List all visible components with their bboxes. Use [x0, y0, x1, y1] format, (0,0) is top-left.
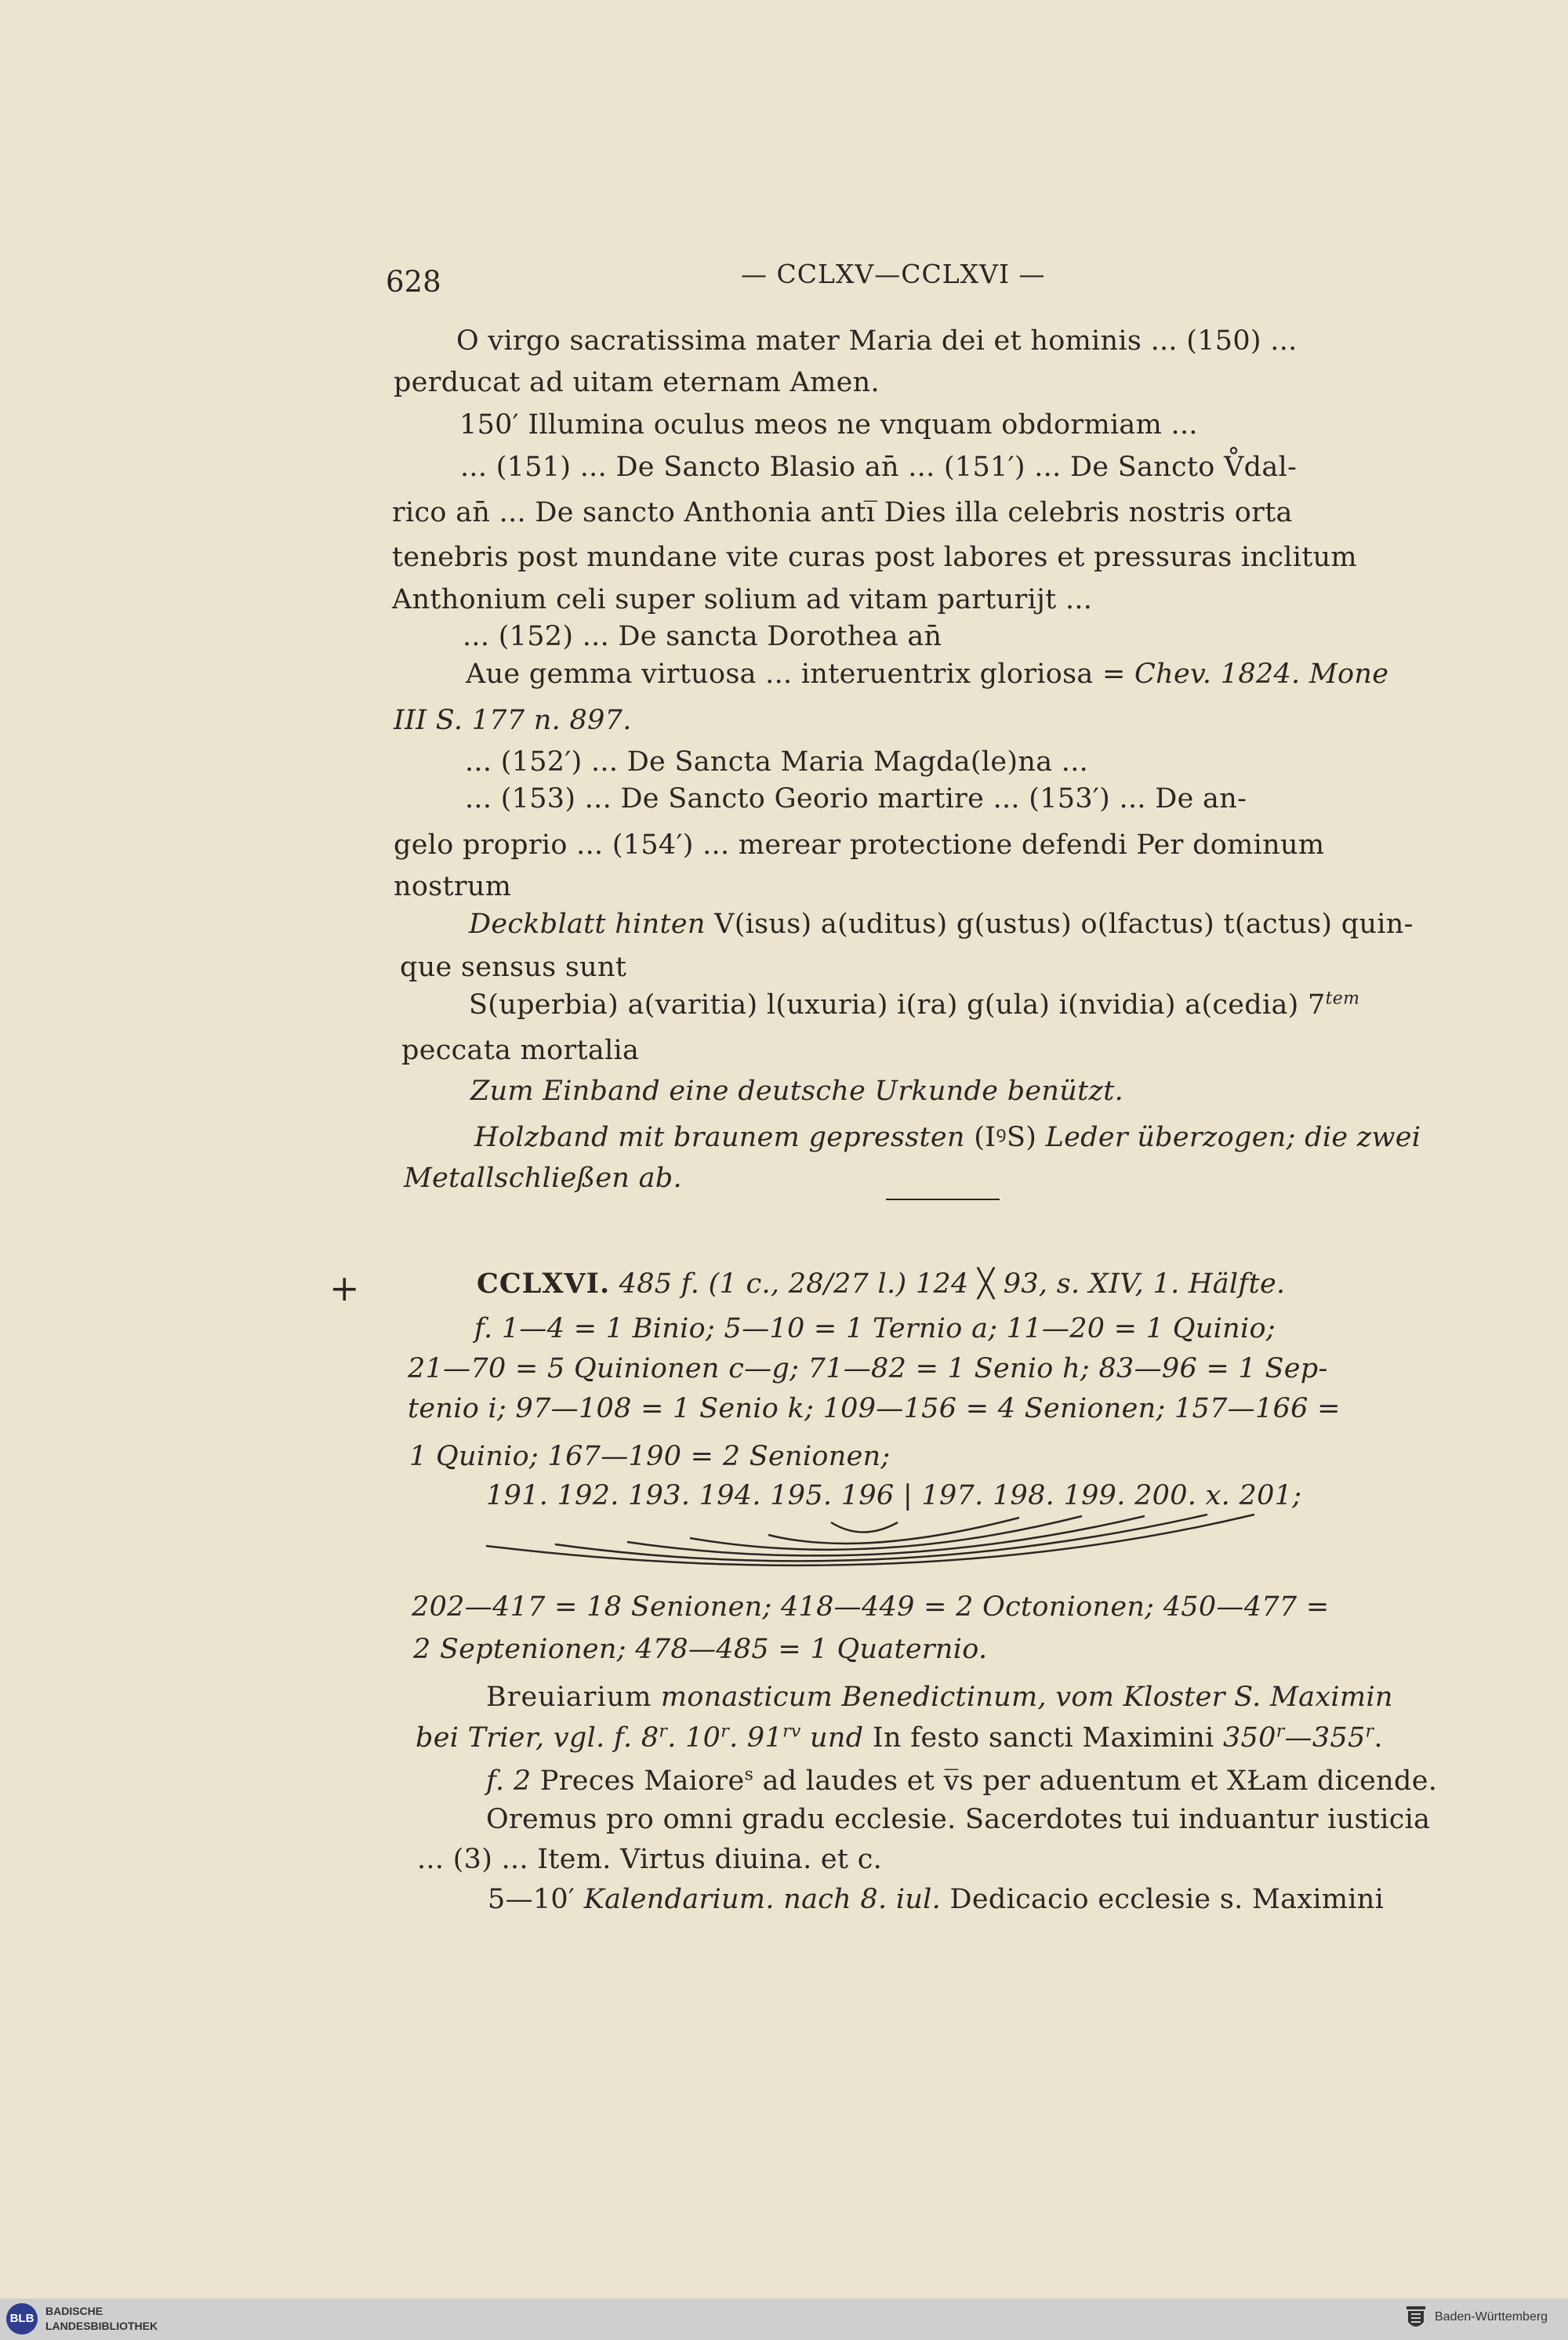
- viewer-footer: [0, 2298, 1568, 2340]
- quire-diagram: [470, 1507, 1333, 1593]
- text-span: monasticum Benedictinum, vom Kloster S. Maximin: [652, 1682, 1393, 1713]
- text-span: bei Trier, vgl. f. 8: [416, 1722, 659, 1754]
- library-name-line: LANDESBIBLIOTHEK: [45, 2320, 158, 2332]
- library-name: [45, 2304, 158, 2334]
- text-line: Oremus pro omni gradu ecclesie. Sacerdotes tui induantur iusticia: [486, 1804, 1431, 1835]
- margin-cross-mark: +: [329, 1267, 360, 1309]
- text-line: f. 1—4 = 1 Binio; 5—10 = 1 Ternio a; 11—20 = 1 Quinio;: [474, 1313, 1276, 1344]
- text-line: [469, 988, 1359, 1022]
- text-span: V(isus) a(uditus) g(ustus) o(lfactus) t(actus) quin-: [705, 909, 1414, 940]
- quire-arc: [831, 1522, 898, 1533]
- text-line: 21—70 = 5 Quinionen c—g; 71—82 = 1 Senio h; 83—96 = 1 Sep-: [408, 1353, 1328, 1384]
- text-line: peccata mortalia: [401, 1035, 640, 1066]
- text-span: Dedicacio ecclesie s. Maximini: [941, 1884, 1385, 1915]
- text-span: —355: [1284, 1722, 1366, 1754]
- blb-logo[interactable]: BLB: [6, 2303, 38, 2335]
- text-line: ... (152) ... De sancta Dorothea an̄: [463, 621, 942, 652]
- text-line: [466, 657, 1388, 691]
- coat-of-arms-icon: [1403, 2305, 1428, 2333]
- text-line: gelo proprio ... (154′) ... merear protectione defendi Per dominum: [394, 829, 1325, 861]
- text-span: Holzband mit braunem gepressten: [474, 1122, 975, 1153]
- monogram: (IꝰS): [974, 1122, 1037, 1153]
- text-line: 150′ Illumina oculus meos ne vnquam obdormiam ...: [459, 409, 1198, 441]
- text-line: Metallschließen ab.: [404, 1163, 682, 1194]
- superscript: r: [720, 1721, 730, 1742]
- text-line: rico an̄ ... De sancto Anthonia anti̅ Dies illa celebris nostris orta: [392, 497, 1293, 528]
- text-line: ... (152′) ... De Sancta Maria Magda(le)na ...: [465, 746, 1089, 778]
- text-span: . 91: [729, 1722, 783, 1754]
- text-line: O virgo sacratissima mater Maria dei et hominis ... (150) ...: [456, 325, 1298, 357]
- superscript: tem: [1325, 989, 1360, 1009]
- text-span: S(uperbia) a(varitia) l(uxuria) i(ra) g(ula) i(nvidia) a(cedia) 7: [469, 989, 1326, 1021]
- text-line: 202—417 = 18 Senionen; 418—449 = 2 Octonionen; 450—477 =: [412, 1591, 1330, 1623]
- text-span: Kalendarium. nach 8. iul.: [575, 1884, 942, 1915]
- citation: Chev. 1824. Mone: [1134, 658, 1389, 690]
- library-name-line: BADISCHE: [45, 2305, 103, 2317]
- quire-arc: [768, 1518, 1019, 1544]
- quire-list: 191. 192. 193. 194. 195. 196 | 197. 198. 199. 200. x. 201;: [486, 1480, 1302, 1511]
- section-label: Deckblatt hinten: [469, 909, 706, 940]
- state-label: Baden-Württemberg: [1435, 2310, 1548, 2324]
- text-span: ad laudes et v̅s per aduentum et XŁam dicende.: [753, 1765, 1438, 1797]
- quire-arc: [627, 1516, 1145, 1555]
- text-line: [469, 907, 1414, 941]
- manuscript-heading: [477, 1267, 1285, 1301]
- text-line: ... (153) ... De Sancto Georio martire ... (153′) ... De an-: [465, 783, 1247, 814]
- text-span: .: [1374, 1722, 1383, 1754]
- quire-arc: [690, 1516, 1082, 1550]
- text-line: nostrum: [394, 871, 512, 902]
- folio-ref: f. 2: [486, 1765, 532, 1797]
- text-span: Aue gemma virtuosa ... interuentrix gloriosa =: [466, 658, 1135, 690]
- text-line: ... (151) ... De Sancto Blasio an̄ ... (151′) ... De Sancto V̊dal-: [460, 452, 1298, 483]
- text-line: [486, 1680, 1393, 1714]
- text-line: [416, 1721, 1383, 1755]
- quire-arc: [486, 1515, 1254, 1565]
- text-line: [486, 1764, 1437, 1798]
- text-span: In festo sancti Maximini: [872, 1722, 1223, 1754]
- work-title: Breuiarium: [486, 1682, 652, 1713]
- text-line: que sensus sunt: [400, 952, 627, 983]
- text-line: ... (3) ... Item. Virtus diuina. et c.: [417, 1844, 883, 1875]
- citation-line: III S. 177 n. 897.: [394, 705, 632, 736]
- text-span: und: [800, 1722, 873, 1754]
- text-span: Preces Maiore: [531, 1765, 745, 1797]
- superscript: r: [1276, 1721, 1285, 1742]
- page-number: 628: [386, 265, 441, 299]
- text-line: 1 Quinio; 167—190 = 2 Senionen;: [409, 1441, 891, 1472]
- text-line: 2 Septenionen; 478—485 = 1 Quaternio.: [413, 1634, 988, 1665]
- text-line: tenebris post mundane vite curas post labores et pressuras inclitum: [392, 542, 1357, 573]
- text-line: Anthonium celi super solium ad vitam parturijt ...: [392, 584, 1093, 615]
- text-span: . 10: [667, 1722, 721, 1754]
- text-line: [474, 1120, 1421, 1155]
- superscript: s: [744, 1765, 754, 1785]
- text-line: Zum Einband eine deutsche Urkunde benützt.: [470, 1076, 1124, 1107]
- running-title: — CCLXV—CCLXVI —: [741, 259, 1046, 289]
- section-divider: [886, 1199, 1000, 1200]
- superscript: rv: [782, 1721, 801, 1742]
- folio-ref: 5—10′: [488, 1884, 575, 1915]
- text-span: Leder überzogen; die zwei: [1036, 1122, 1421, 1153]
- superscript: r: [1365, 1721, 1374, 1742]
- manuscript-description: 485 f. (1 c., 28/27 l.) 124 ╳ 93, s. XIV, 1. Hälfte.: [610, 1268, 1286, 1300]
- text-line: [488, 1882, 1384, 1917]
- superscript: r: [659, 1721, 668, 1742]
- text-line: perducat ad uitam eternam Amen.: [394, 367, 880, 398]
- manuscript-number: CCLXVI.: [477, 1268, 611, 1300]
- text-span: 350: [1222, 1722, 1276, 1754]
- text-line: tenio i; 97—108 = 1 Senio k; 109—156 = 4 Senionen; 157—166 =: [408, 1393, 1341, 1424]
